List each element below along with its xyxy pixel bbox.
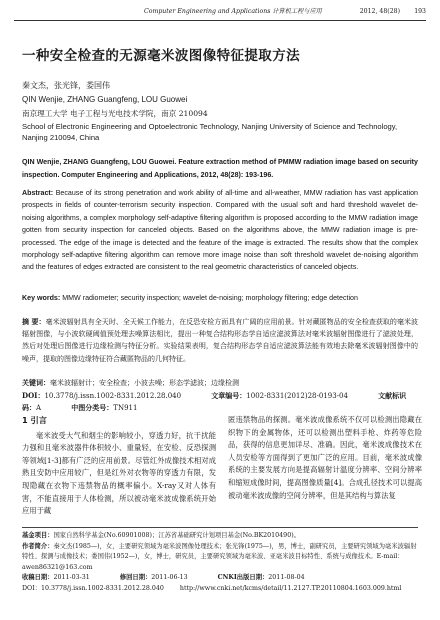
- bio-text: 秦文杰(1985—)，女，主要研究领域为毫米波图像处理技术；张光锋(1975—)，男，博士，副研究员，主要研究领域为毫米波辐射特性、探测与成像技术；娄国伟(1952—)，女，博士，研究员，主要研究领域为毫米波、亚毫米波目标特性、系统与成像技术。E-mail：awen86321@163.com: [22, 542, 417, 571]
- revised-value: 2011-06-13: [151, 574, 188, 581]
- abstract-label: Abstract:: [22, 189, 54, 197]
- keywords-text: MMW radiometer; security inspection; wavelet de-noising; morphology filtering; edge detection: [62, 294, 358, 302]
- journal-name: Computer Engineering and Applications 计算机工程与应用: [144, 8, 322, 15]
- revised-label: 修回日期：: [119, 574, 152, 581]
- dates-line: [22, 573, 418, 584]
- body-right-column: [228, 414, 422, 502]
- fund-label: 基金项目：: [22, 532, 54, 539]
- footnote: [22, 527, 418, 594]
- fund-text: 国家自然科学基金(No.60901008)；江苏省基础研究计划项目基金(No.BK2010490)。: [53, 532, 300, 539]
- revised-date: [120, 574, 202, 581]
- authors-english: QIN Wenjie, ZHANG Guangfeng, LOU Guowei: [22, 95, 188, 104]
- body-paragraph: 毫米波受大气和烟尘的影响较小，穿透力好，抗干扰能力强和且毫米波器件体积较小、重量轻，在安检、反恐探测等领域[1-3]都有广泛的应用前景。尽管红外成像技术相对成熟且安防中应用较广，但是红外对衣物等的穿透力有限，发现隐藏在衣物下违禁物品的概率偏小。X-ray又对人体有害，不能直接用于人体检测，所以被动毫米波成像系统开始应用于藏: [22, 430, 216, 516]
- abstract-english: [22, 187, 418, 274]
- received-value: 2011-03-31: [53, 574, 90, 581]
- received-date: [22, 574, 104, 581]
- doi-url-line: [22, 584, 418, 595]
- bio-label: 作者简介：: [22, 542, 54, 550]
- issue-number: 2012, 48(28): [359, 8, 400, 15]
- cnki-date: [218, 574, 319, 581]
- cnki-value: 2011-08-04: [268, 574, 305, 581]
- doi: [22, 392, 195, 400]
- document-code-label: 文献标识码：: [22, 391, 407, 412]
- affiliation-english: School of Electronic Engineering and Optoelectronic Technology, Nanjing University of Science and Technology, Nanjing 210094, China: [22, 122, 398, 142]
- keywords-cn-label: 关键词：: [22, 378, 50, 387]
- bio-line: [22, 542, 418, 574]
- received-label: 收稿日期：: [22, 574, 54, 581]
- doi-label: DOI：: [22, 391, 45, 400]
- body-paragraph-continued: 匿违禁物品的探测。毫米波成像系统不仅可以检测出隐藏在织物下的金属物体，还可以检测出塑料手枪、炸药等危险品，获得的信息更加详尽、准确。因此，毫米波成像技术在人员安检等方面得到了更加广泛的应用。目前，毫米波成像系统的主要发展方向是提高辐射计温度分辨率、空间分辨率和缩短成像时间，提高图像质量[4]。合成孔径技术可以提高被动毫米波成像的空间分辨率，但是其结构与算法复: [228, 415, 422, 500]
- keywords-label: Key words:: [22, 294, 61, 302]
- article-code-label: 文章编号：: [211, 391, 247, 400]
- page-number: 193: [414, 8, 426, 15]
- article-code: [211, 392, 362, 400]
- paper-title: 一种安全检查的无源毫米波图像特征提取方法: [22, 48, 300, 64]
- clc-label: 中图分类号：: [71, 403, 114, 412]
- fund-line: [22, 531, 418, 542]
- document-code-value: A: [36, 404, 42, 412]
- section-heading: 1 引言: [22, 415, 47, 425]
- affiliation-chinese: 南京理工大学 电子工程与光电技术学院，南京 210094: [22, 109, 208, 118]
- body-left-column: [22, 414, 216, 518]
- abstract-text: Because of its strong penetration and work ability of all-time and all-weather, MMW radiation has vast application prospects in fields of counter-terrorism security inspection. Compared with the usual soft and hard threshold wavelet de-noising algorithms, a complex morphology self-adaptive filtering algorithm is proposed according to the MMW radiation image gotten from security inspection for canceled objects. Based on the algorithms above, the MMW radiation image is pre-processed. The edge of the image is detected and the feature of the image is extracted. The results show that the complex morphology self-adaptive filtering algorithm can remove more image noise than soft threshold wavelet de-noising algorithm and the features of edges extracted are consistent to the real geometric characteristics of canceled objects.: [22, 189, 418, 272]
- running-header: [14, 4, 426, 21]
- cnki-label: CNKI出版日期：: [217, 574, 269, 581]
- keywords-cn-text: 毫米波辐射计；安全检查；小波去噪；形态学滤波；边缘检测: [50, 379, 239, 387]
- authors-chinese: 秦文杰，张光锋，娄国伟: [22, 81, 110, 90]
- clc-value: TN911: [113, 404, 138, 412]
- citation: QIN Wenjie, ZHANG Guangfeng, LOU Guowei. Feature extraction method of PMMW radiation image based on security inspection. Computer Engineering and Applications, 2012, 48(28): 193-196.: [22, 158, 418, 179]
- footnote-doi: DOI：10.3778/j.issn.1002-8331.2012.28.040: [22, 584, 164, 592]
- doi-value: 10.3778/j.issn.1002-8331.2012.28.040: [44, 392, 182, 400]
- abstract-cn-label: 摘 要：: [22, 317, 46, 326]
- abstract-cn-text: 毫米波辐射具有全天时、全天候工作能力，在反恐安检方面具有广阔的应用前景。针对藏匿物品的安全检查获取的毫米波辐射图像，与小波软硬阈值预处理去噪算法相比，提出一种复合结构形态学自适应滤波算法对毫米波辐射图像进行了滤波处理，然后对处理后图像进行边缘检测与特征分析。实验结果表明，复合结构形态学自适应滤波算法能有效地去除毫米波辐射图像中的噪声，提取的图像边缘特征符合藏匿物品的几何特征。: [22, 318, 419, 363]
- keywords-english: [22, 292, 418, 304]
- keywords-chinese: [22, 377, 418, 389]
- article-code-value: 1002-8331(2012)28-0193-04: [246, 392, 348, 400]
- clc-number: [71, 404, 151, 412]
- footnote-url[interactable]: http://www.cnki.net/kcms/detail/11.2127.TP.20110804.1603.009.html: [179, 584, 402, 592]
- article-meta: [22, 390, 418, 414]
- abstract-chinese: [22, 316, 418, 365]
